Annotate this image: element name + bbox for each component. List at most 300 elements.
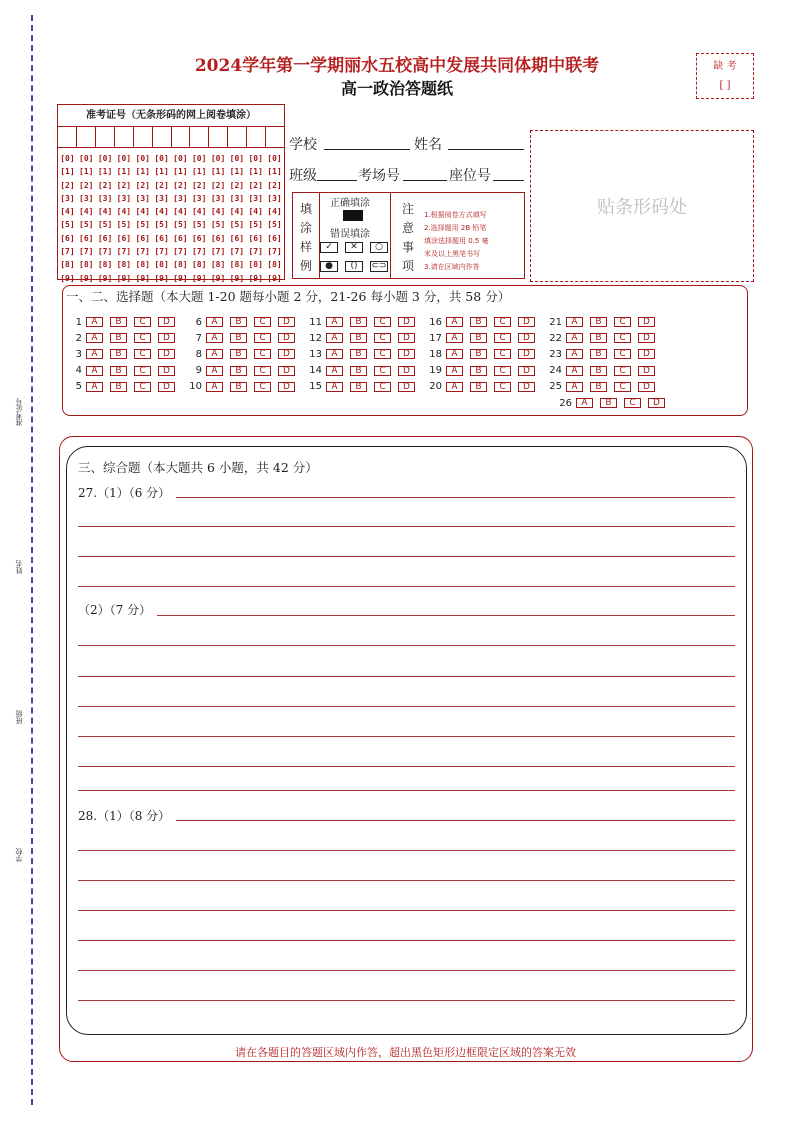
admission-digit-bubble[interactable]: [8] [154, 260, 169, 270]
option-bubble[interactable]: C [254, 317, 271, 327]
admission-digit-bubble[interactable]: [4] [60, 207, 75, 217]
admission-digit-bubble[interactable]: [6] [154, 233, 169, 243]
option-bubble[interactable]: B [590, 349, 607, 359]
admission-digit-bubble[interactable]: [0] [248, 154, 263, 163]
admission-digit-bubble[interactable]: [0] [154, 154, 169, 163]
option-bubble[interactable]: B [470, 317, 487, 327]
option-bubble[interactable]: A [326, 349, 343, 359]
admission-write-cell[interactable] [190, 127, 209, 147]
option-bubble[interactable]: D [398, 382, 415, 392]
admission-digit-bubble[interactable]: [3] [173, 193, 188, 203]
option-bubble[interactable]: B [590, 382, 607, 392]
option-bubble[interactable]: D [158, 349, 175, 359]
admission-digit-bubble[interactable]: [3] [248, 193, 263, 203]
option-bubble[interactable]: B [470, 333, 487, 343]
question-number: 6 [195, 316, 202, 328]
option-bubble[interactable]: D [158, 382, 175, 392]
option-bubble[interactable]: C [614, 333, 631, 343]
admission-digit-bubble[interactable]: [1] [79, 167, 94, 177]
option-bubble[interactable]: D [278, 366, 295, 376]
admission-digit-bubble[interactable]: [0] [229, 154, 245, 163]
admission-digit-bubble[interactable]: [0] [79, 154, 94, 163]
option-bubble[interactable]: A [326, 382, 343, 392]
admission-digit-bubble[interactable]: [2] [248, 180, 263, 190]
option-bubble[interactable]: B [600, 398, 617, 408]
admission-digit-bubble[interactable]: [9] [135, 273, 150, 283]
option-bubble[interactable]: B [110, 382, 127, 392]
option-bubble[interactable]: B [470, 366, 487, 376]
answer-line[interactable] [78, 706, 735, 707]
option-bubble[interactable]: D [648, 398, 665, 408]
admission-digit-bubble[interactable]: [7] [135, 247, 150, 257]
option-bubble[interactable]: A [566, 382, 583, 392]
admission-digit-column [209, 148, 228, 285]
admission-digit-bubble[interactable]: [5] [248, 220, 263, 230]
option-bubble[interactable]: B [230, 349, 247, 359]
question-number: 16 [429, 316, 442, 328]
fill-label-char: 填 [299, 202, 312, 216]
admission-write-cell[interactable] [247, 127, 266, 147]
admission-digit-bubble[interactable]: [2] [135, 180, 150, 190]
option-bubble[interactable]: D [398, 333, 415, 343]
answer-line[interactable] [78, 820, 735, 821]
admission-digit-bubble[interactable]: [1] [97, 167, 113, 177]
option-bubble[interactable]: B [350, 382, 367, 392]
admission-digit-column [152, 148, 171, 285]
admission-digit-bubble[interactable]: [1] [173, 167, 188, 177]
option-bubble[interactable]: D [518, 333, 535, 343]
option-bubble[interactable]: C [134, 349, 151, 359]
option-bubble[interactable]: C [254, 382, 271, 392]
option-bubble[interactable]: A [326, 333, 343, 343]
option-bubble[interactable]: B [350, 317, 367, 327]
admission-digit-bubble[interactable]: [7] [267, 247, 282, 257]
answer-line[interactable] [78, 970, 735, 971]
option-bubble[interactable]: B [230, 382, 247, 392]
option-bubble[interactable]: A [566, 317, 583, 327]
side-label-school: 学校 [15, 848, 23, 862]
admission-digit-bubble[interactable]: [0] [97, 154, 113, 163]
option-bubble[interactable]: B [110, 333, 127, 343]
option-bubble[interactable]: C [374, 333, 391, 343]
answer-line[interactable] [78, 676, 735, 677]
option-bubble[interactable]: B [470, 382, 487, 392]
class-field[interactable] [317, 180, 357, 181]
question-number: 19 [429, 365, 442, 377]
admission-digit-bubble[interactable]: [9] [191, 273, 207, 283]
admission-digit-bubble[interactable]: [1] [154, 167, 169, 177]
admission-digit-bubble[interactable]: [3] [135, 193, 150, 203]
admission-digit-bubble[interactable]: [5] [60, 220, 75, 230]
option-bubble[interactable]: C [374, 317, 391, 327]
admission-digit-bubble[interactable]: [7] [79, 247, 94, 257]
option-bubble[interactable]: D [398, 366, 415, 376]
option-bubble[interactable]: A [86, 349, 103, 359]
answer-line[interactable] [78, 940, 735, 941]
admission-digit-bubble[interactable]: [5] [154, 220, 169, 230]
admission-digit-bubble[interactable]: [8] [79, 260, 94, 270]
answer-line[interactable] [78, 526, 735, 527]
answer-line[interactable] [78, 880, 735, 881]
option-bubble[interactable]: C [614, 382, 631, 392]
admission-digit-bubble[interactable]: [8] [267, 260, 282, 270]
option-bubble[interactable]: D [638, 366, 655, 376]
admission-digit-bubble[interactable]: [4] [248, 207, 263, 217]
admission-digit-bubble[interactable]: [7] [173, 247, 188, 257]
admission-write-cell[interactable] [58, 127, 77, 147]
admission-digit-bubble[interactable]: [9] [210, 273, 226, 283]
admission-digit-bubble[interactable]: [1] [267, 167, 282, 177]
question-number: 17 [429, 332, 442, 344]
admission-digit-bubble[interactable]: [8] [191, 260, 207, 270]
option-bubble[interactable]: C [374, 349, 391, 359]
admission-digit-bubble[interactable]: [1] [229, 167, 245, 177]
admission-title: 准考证号（无条形码的网上阅卷填涂） [58, 105, 284, 127]
admission-digit-bubble[interactable]: [6] [60, 233, 75, 243]
admission-digit-bubble[interactable]: [4] [116, 207, 132, 217]
name-field[interactable] [448, 149, 524, 150]
admission-digit-bubble[interactable]: [9] [79, 273, 94, 283]
admission-digit-bubble[interactable]: [2] [229, 180, 245, 190]
admission-digit-bubble[interactable]: [2] [154, 180, 169, 190]
choice-question [553, 395, 672, 411]
admission-digit-bubble[interactable]: [8] [229, 260, 245, 270]
answer-line[interactable] [78, 736, 735, 737]
notice-text [424, 209, 489, 274]
option-bubble[interactable]: C [254, 366, 271, 376]
option-bubble[interactable]: D [638, 317, 655, 327]
admission-digit-bubble[interactable]: [5] [267, 220, 282, 230]
admission-digit-bubble[interactable]: [4] [173, 207, 188, 217]
option-bubble[interactable]: A [206, 349, 223, 359]
option-bubble[interactable]: B [350, 349, 367, 359]
option-bubble[interactable]: B [350, 366, 367, 376]
admission-digit-bubble[interactable]: [3] [154, 193, 169, 203]
admission-digit-bubble[interactable]: [5] [173, 220, 188, 230]
admission-digit-bubble[interactable]: [7] [154, 247, 169, 257]
admission-digit-bubble[interactable]: [6] [97, 233, 113, 243]
option-bubble[interactable]: B [230, 317, 247, 327]
admission-digit-bubble[interactable]: [1] [116, 167, 132, 177]
answer-line[interactable] [78, 910, 735, 911]
admission-digit-bubble[interactable]: [2] [173, 180, 188, 190]
admission-digit-bubble[interactable]: [2] [116, 180, 132, 190]
admission-digit-bubble[interactable]: [3] [229, 193, 245, 203]
admission-digit-bubble[interactable]: [5] [191, 220, 207, 230]
admission-digit-bubble[interactable]: [7] [210, 247, 226, 257]
option-bubble[interactable]: A [206, 333, 223, 343]
option-bubble[interactable]: A [86, 333, 103, 343]
admission-digit-bubble[interactable]: [7] [229, 247, 245, 257]
option-bubble[interactable]: C [494, 317, 511, 327]
admission-digit-bubble[interactable]: [0] [60, 154, 75, 163]
admission-digit-bubble[interactable]: [4] [229, 207, 245, 217]
admission-digit-bubble[interactable]: [8] [60, 260, 75, 270]
choice-question [63, 363, 182, 379]
option-bubble[interactable]: C [254, 333, 271, 343]
admission-digit-bubble[interactable]: [7] [60, 247, 75, 257]
option-bubble[interactable]: D [158, 333, 175, 343]
admission-digit-bubble[interactable]: [9] [154, 273, 169, 283]
option-bubble[interactable]: A [446, 366, 463, 376]
wrong-fill-label: 错误填涂 [330, 229, 370, 240]
absent-box[interactable] [696, 53, 754, 99]
admission-digit-bubble[interactable]: [7] [116, 247, 132, 257]
admission-digit-bubble[interactable]: [8] [248, 260, 263, 270]
answer-line[interactable] [78, 645, 735, 646]
option-bubble[interactable]: A [86, 317, 103, 327]
admission-digit-bubble[interactable]: [2] [267, 180, 282, 190]
admission-digit-bubble[interactable]: [7] [97, 247, 113, 257]
admission-digit-bubble[interactable]: [1] [248, 167, 263, 177]
admission-digit-bubble[interactable]: [6] [191, 233, 207, 243]
room-field[interactable] [403, 180, 447, 181]
admission-digit-bubble[interactable]: [8] [135, 260, 150, 270]
wrong-mark-dot: ● [320, 261, 338, 272]
admission-digit-bubble[interactable]: [8] [97, 260, 113, 270]
admission-digit-bubble[interactable]: [5] [97, 220, 113, 230]
admission-digit-bubble[interactable]: [4] [191, 207, 207, 217]
choice-question [543, 363, 662, 379]
answer-line[interactable] [78, 790, 735, 791]
admission-write-cell[interactable] [228, 127, 247, 147]
option-bubble[interactable]: B [350, 333, 367, 343]
option-bubble[interactable]: A [446, 382, 463, 392]
admission-digit-bubble[interactable]: [1] [135, 167, 150, 177]
admission-digit-bubble[interactable]: [6] [173, 233, 188, 243]
option-bubble[interactable]: C [614, 349, 631, 359]
answer-line[interactable] [78, 586, 735, 587]
option-bubble[interactable]: A [86, 366, 103, 376]
admission-digit-bubble[interactable]: [8] [116, 260, 132, 270]
choice-column-extra [553, 395, 672, 411]
admission-digit-bubble[interactable]: [3] [210, 193, 226, 203]
admission-digit-bubble[interactable]: [2] [79, 180, 94, 190]
option-bubble[interactable]: C [494, 382, 511, 392]
admission-bubble-columns [58, 148, 284, 285]
option-bubble[interactable]: A [206, 382, 223, 392]
option-bubble[interactable]: D [158, 366, 175, 376]
notice-label-char: 意 [401, 221, 414, 235]
option-bubble[interactable]: C [134, 317, 151, 327]
option-bubble[interactable]: D [398, 349, 415, 359]
admission-digit-bubble[interactable]: [7] [191, 247, 207, 257]
option-bubble[interactable]: C [134, 366, 151, 376]
admission-digit-bubble[interactable]: [5] [210, 220, 226, 230]
option-bubble[interactable]: B [110, 317, 127, 327]
option-bubble[interactable]: D [278, 317, 295, 327]
admission-digit-bubble[interactable]: [4] [135, 207, 150, 217]
admission-digit-bubble[interactable]: [6] [116, 233, 132, 243]
option-bubble[interactable]: B [110, 366, 127, 376]
option-bubble[interactable]: C [614, 317, 631, 327]
admission-write-cell[interactable] [115, 127, 134, 147]
admission-digit-bubble[interactable]: [8] [210, 260, 226, 270]
option-bubble[interactable]: B [110, 349, 127, 359]
question-28-1-label: 28.（1）（8 分） [78, 807, 176, 824]
admission-digit-bubble[interactable]: [6] [135, 233, 150, 243]
question-number: 5 [75, 381, 82, 393]
admission-digit-column [133, 148, 152, 285]
option-bubble[interactable]: A [446, 349, 463, 359]
option-bubble[interactable]: D [518, 349, 535, 359]
admission-digit-bubble[interactable]: [3] [267, 193, 282, 203]
admission-digit-bubble[interactable]: [1] [60, 167, 75, 177]
admission-digit-bubble[interactable]: [4] [154, 207, 169, 217]
admission-write-cell[interactable] [172, 127, 191, 147]
admission-digit-bubble[interactable]: [0] [135, 154, 150, 163]
option-bubble[interactable]: C [494, 333, 511, 343]
admission-digit-bubble[interactable]: [4] [210, 207, 226, 217]
option-bubble[interactable]: D [518, 317, 535, 327]
admission-write-cell[interactable] [96, 127, 115, 147]
question-number: 24 [549, 365, 562, 377]
option-bubble[interactable]: A [566, 366, 583, 376]
wrong-mark-circle: ○ [370, 242, 388, 253]
answer-line[interactable] [78, 556, 735, 557]
admission-write-cell[interactable] [209, 127, 228, 147]
option-bubble[interactable]: D [638, 349, 655, 359]
option-bubble[interactable]: A [206, 366, 223, 376]
admission-digit-bubble[interactable]: [9] [267, 273, 282, 283]
option-bubble[interactable]: C [614, 366, 631, 376]
option-bubble[interactable]: C [134, 333, 151, 343]
admission-digit-bubble[interactable]: [3] [60, 193, 75, 203]
option-bubble[interactable]: D [638, 333, 655, 343]
school-field[interactable] [324, 149, 410, 150]
answer-line[interactable] [78, 615, 735, 616]
admission-digit-bubble[interactable]: [0] [267, 154, 282, 163]
admission-digit-bubble[interactable]: [3] [116, 193, 132, 203]
absent-bracket: [ ] [719, 80, 731, 91]
answer-line[interactable] [78, 850, 735, 851]
admission-digit-bubble[interactable]: [9] [173, 273, 188, 283]
option-bubble[interactable]: C [624, 398, 641, 408]
option-bubble[interactable]: A [86, 382, 103, 392]
option-bubble[interactable]: C [494, 349, 511, 359]
admission-digit-bubble[interactable]: [6] [210, 233, 226, 243]
admission-digit-bubble[interactable]: [9] [97, 273, 113, 283]
admission-digit-bubble[interactable]: [0] [116, 154, 132, 163]
admission-write-row[interactable] [58, 127, 284, 148]
admission-digit-column [58, 148, 77, 285]
option-bubble[interactable]: B [590, 366, 607, 376]
admission-digit-bubble[interactable]: [7] [248, 247, 263, 257]
answer-line[interactable] [78, 766, 735, 767]
answer-line[interactable] [78, 497, 735, 498]
admission-write-cell[interactable] [77, 127, 96, 147]
admission-digit-bubble[interactable]: [0] [173, 154, 188, 163]
admission-digit-bubble[interactable]: [2] [191, 180, 207, 190]
admission-write-cell[interactable] [134, 127, 153, 147]
wrong-mark-oval: ⊂⊃ [371, 261, 387, 271]
option-bubble[interactable]: A [326, 317, 343, 327]
option-bubble[interactable]: B [470, 349, 487, 359]
admission-write-cell[interactable] [153, 127, 172, 147]
admission-digit-bubble[interactable]: [9] [60, 273, 75, 283]
admission-digit-bubble[interactable]: [3] [191, 193, 207, 203]
admission-digit-bubble[interactable]: [6] [79, 233, 94, 243]
option-bubble[interactable]: A [206, 317, 223, 327]
admission-digit-bubble[interactable]: [0] [210, 154, 226, 163]
option-bubble[interactable]: A [566, 349, 583, 359]
name-label: 姓名 [414, 137, 442, 153]
option-bubble[interactable]: D [158, 317, 175, 327]
admission-digit-bubble[interactable]: [9] [248, 273, 263, 283]
choice-question [183, 379, 302, 395]
option-bubble[interactable]: C [374, 366, 391, 376]
option-bubble[interactable]: A [576, 398, 593, 408]
admission-digit-bubble[interactable]: [2] [60, 180, 75, 190]
option-bubble[interactable]: C [374, 382, 391, 392]
choice-question [63, 330, 182, 346]
option-bubble[interactable]: D [638, 382, 655, 392]
answer-line[interactable] [78, 1000, 735, 1001]
option-bubble[interactable]: A [446, 317, 463, 327]
seat-label: 座位号 [449, 168, 491, 184]
option-bubble[interactable]: D [518, 382, 535, 392]
choice-column [543, 314, 662, 395]
admission-digit-bubble[interactable]: [4] [267, 207, 282, 217]
option-bubble[interactable]: D [398, 317, 415, 327]
question-number: 14 [309, 365, 322, 377]
admission-digit-bubble[interactable]: [3] [79, 193, 94, 203]
admission-digit-bubble[interactable]: [2] [210, 180, 226, 190]
room-label: 考场号 [358, 168, 400, 184]
composite-section-inner [66, 446, 747, 1035]
admission-write-cell[interactable] [266, 127, 284, 147]
option-bubble[interactable]: A [326, 366, 343, 376]
option-bubble[interactable]: D [278, 333, 295, 343]
admission-digit-bubble[interactable]: [6] [248, 233, 263, 243]
admission-digit-bubble[interactable]: [5] [135, 220, 150, 230]
admission-digit-bubble[interactable]: [5] [229, 220, 245, 230]
admission-digit-bubble[interactable]: [6] [267, 233, 282, 243]
admission-digit-bubble[interactable]: [5] [116, 220, 132, 230]
admission-digit-bubble[interactable]: [9] [116, 273, 132, 283]
option-bubble[interactable]: B [590, 333, 607, 343]
choice-section-title: 一、二、选择题（本大题 1-20 题每小题 2 分，21-26 每小题 3 分，共 58 分） [66, 289, 511, 304]
option-bubble[interactable]: D [278, 349, 295, 359]
option-bubble[interactable]: D [518, 366, 535, 376]
option-bubble[interactable]: B [230, 333, 247, 343]
option-bubble[interactable]: D [278, 382, 295, 392]
admission-digit-bubble[interactable]: [2] [97, 180, 113, 190]
admission-digit-bubble[interactable]: [4] [79, 207, 94, 217]
option-bubble[interactable]: C [494, 366, 511, 376]
admission-digit-bubble[interactable]: [3] [97, 193, 113, 203]
admission-digit-bubble[interactable]: [0] [191, 154, 207, 163]
seat-field[interactable] [493, 180, 524, 181]
admission-digit-bubble[interactable]: [1] [191, 167, 207, 177]
notice-line: 2.选择题用 2B 铅笔 [424, 224, 487, 232]
option-bubble[interactable]: B [590, 317, 607, 327]
option-bubble[interactable]: A [446, 333, 463, 343]
subject-title: 高一政治答题纸 [340, 79, 453, 98]
option-bubble[interactable]: A [566, 333, 583, 343]
option-bubble[interactable]: C [134, 382, 151, 392]
admission-digit-bubble[interactable]: [8] [173, 260, 188, 270]
admission-digit-bubble[interactable]: [1] [210, 167, 226, 177]
admission-digit-bubble[interactable]: [9] [229, 273, 245, 283]
option-bubble[interactable]: C [254, 349, 271, 359]
admission-digit-bubble[interactable]: [4] [97, 207, 113, 217]
option-bubble[interactable]: B [230, 366, 247, 376]
admission-digit-bubble[interactable]: [5] [79, 220, 94, 230]
admission-digit-bubble[interactable]: [6] [229, 233, 245, 243]
question-number: 3 [75, 348, 82, 360]
choice-question [183, 314, 302, 330]
